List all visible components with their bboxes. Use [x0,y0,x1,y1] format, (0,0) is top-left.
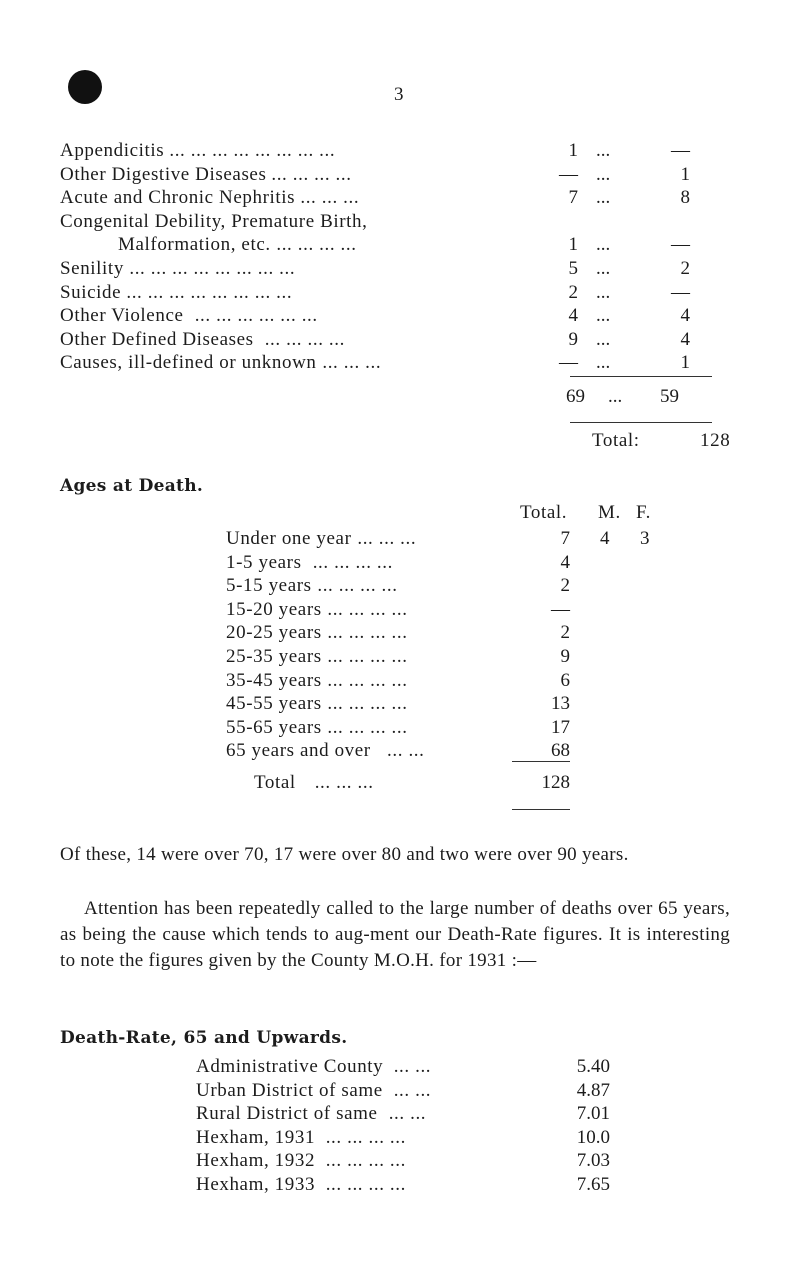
cause-dots: ... ... ... ... ... ... ... ... [121,282,293,303]
rate-label: Urban District of same [196,1080,383,1101]
rate-label: Rural District of same [196,1103,378,1124]
cause-label: Senility [60,258,124,279]
ages-total-value: 128 [541,772,570,793]
cause-dots: ... ... ... [317,352,382,373]
cause-value-b: — [671,140,690,161]
cause-sep: ... [596,329,611,350]
age-label: 15-20 years [226,599,322,620]
cause-sep: ... [596,164,611,185]
cause-value-a: — [559,352,578,373]
age-total: 2 [560,575,570,596]
cause-value-a: 7 [568,187,578,208]
cause-label: Causes, ill-defined or unknown [60,352,317,373]
age-total: 9 [560,646,570,667]
cause-dots: ... ... ... ... [266,164,352,185]
cause-dots: ... ... ... ... ... ... ... ... [124,258,296,279]
age-total: 7 [560,528,570,549]
ages-heading: Ages at Death. [60,476,204,496]
rate-value: 10.0 [576,1127,610,1148]
cause-value-a: 9 [568,329,578,350]
cause-label: Malformation, etc. [118,234,271,255]
ages-sum-rule [512,761,570,762]
cause-value-b: 1 [680,352,690,373]
rate-value: 5.40 [576,1056,610,1077]
grand-total-label: Total: [592,430,640,451]
age-total: 6 [560,670,570,691]
cause-value-a: 1 [568,140,578,161]
cause-sep: ... [596,282,611,303]
age-total: 68 [551,740,570,761]
page-number: 3 [394,84,404,105]
ages-header-total: Total. [520,502,568,523]
cause-value-a: 1 [568,234,578,255]
age-dots: ... ... ... ... [322,717,408,738]
ages-total-rule [512,809,570,810]
age-label: 35-45 years [226,670,322,691]
grand-total-value: 128 [700,430,731,451]
ages-total-dots: ... ... ... [304,772,374,793]
age-dots: ... ... [371,740,425,761]
age-label: 55-65 years [226,717,322,738]
cause-value-b: 4 [680,329,690,350]
cause-sep: ... [596,305,611,326]
rate-value: 7.01 [576,1103,610,1124]
cause-value-b: — [671,282,690,303]
cause-dots: ... ... ... ... ... ... ... ... [164,140,336,161]
cause-sep: ... [596,187,611,208]
age-dots: ... ... ... ... [312,575,398,596]
age-label: 20-25 years [226,622,322,643]
age-total: — [551,599,570,620]
causes-total-b: 59 [660,386,679,407]
cause-sep: ... [596,234,611,255]
cause-value-a: 4 [568,305,578,326]
rate-label: Administrative County [196,1056,384,1077]
cause-label: Appendicitis [60,140,165,161]
rate-value: 7.03 [576,1150,610,1171]
cause-value-b: — [671,234,690,255]
rate-dots: ... ... ... ... [315,1174,406,1195]
age-label: 5-15 years [226,575,312,596]
age-male: 4 [600,528,610,549]
age-label: 25-35 years [226,646,322,667]
age-dots: ... ... ... ... [322,622,408,643]
cause-dots: ... ... ... ... [254,329,345,350]
rate-label: Hexham, 1931 [196,1127,316,1148]
age-label: Under one year [226,528,352,549]
cause-label: Other Violence [60,305,184,326]
cause-label: Acute and Chronic Nephritis [60,187,296,208]
causes-total-a: 69 [566,386,585,407]
cause-dots: ... ... ... [295,187,360,208]
cause-value-b: 8 [680,187,690,208]
age-total: 13 [551,693,570,714]
cause-dots: ... ... ... ... [271,234,357,255]
paragraph-ages-over: Of these, 14 were over 70, 17 were over 80 and two were over 90 years. [60,844,629,865]
cause-dots: ... ... ... ... ... ... [184,305,318,326]
rate-label: Hexham, 1932 [196,1150,316,1171]
age-label: 1-5 years [226,552,302,573]
age-dots: ... ... ... ... [302,552,393,573]
age-total: 17 [551,717,570,738]
cause-label: Other Digestive Diseases [60,164,267,185]
rate-value: 4.87 [576,1080,610,1101]
age-total: 2 [560,622,570,643]
cause-sep: ... [596,140,611,161]
cause-value-a: 5 [568,258,578,279]
causes-total-rule [570,422,712,423]
death-rate-heading: Death-Rate, 65 and Upwards. [60,1028,348,1048]
age-dots: ... ... ... ... [322,646,408,667]
rate-dots: ... ... [378,1103,427,1124]
age-dots: ... ... ... [352,528,417,549]
ink-blot [68,70,102,104]
cause-value-b: 4 [680,305,690,326]
cause-label: Congenital Debility, Premature Birth, [60,211,368,232]
rate-dots: ... ... ... ... [315,1127,406,1148]
rate-value: 7.65 [576,1174,610,1195]
age-total: 4 [560,552,570,573]
causes-sum-rule [570,376,712,377]
age-dots: ... ... ... ... [322,670,408,691]
age-female: 3 [640,528,650,549]
ages-total-label: Total [254,772,296,793]
paragraph-attention: Attention has been repeatedly called to the large number of deaths over 65 years, as being the cause which tends to aug-ment our Death-Rate figures. It is interesting to note the figures given by the County M.O.H. for 1931 :— [60,898,730,971]
rate-label: Hexham, 1933 [196,1174,316,1195]
ages-header-f: F. [636,502,651,523]
rate-dots: ... ... ... ... [315,1150,406,1171]
rate-dots: ... ... [383,1080,432,1101]
cause-value-b: 1 [680,164,690,185]
age-label: 45-55 years [226,693,322,714]
ages-header-m: M. [598,502,621,523]
age-dots: ... ... ... ... [322,599,408,620]
cause-value-a: 2 [568,282,578,303]
cause-value-a: — [559,164,578,185]
cause-label: Other Defined Diseases [60,329,254,350]
age-dots: ... ... ... ... [322,693,408,714]
cause-label: Suicide [60,282,122,303]
cause-sep: ... [596,258,611,279]
cause-sep: ... [596,352,611,373]
rate-dots: ... ... [383,1056,432,1077]
cause-value-b: 2 [680,258,690,279]
causes-total-sep: ... [608,386,623,407]
age-label: 65 years and over [226,740,371,761]
